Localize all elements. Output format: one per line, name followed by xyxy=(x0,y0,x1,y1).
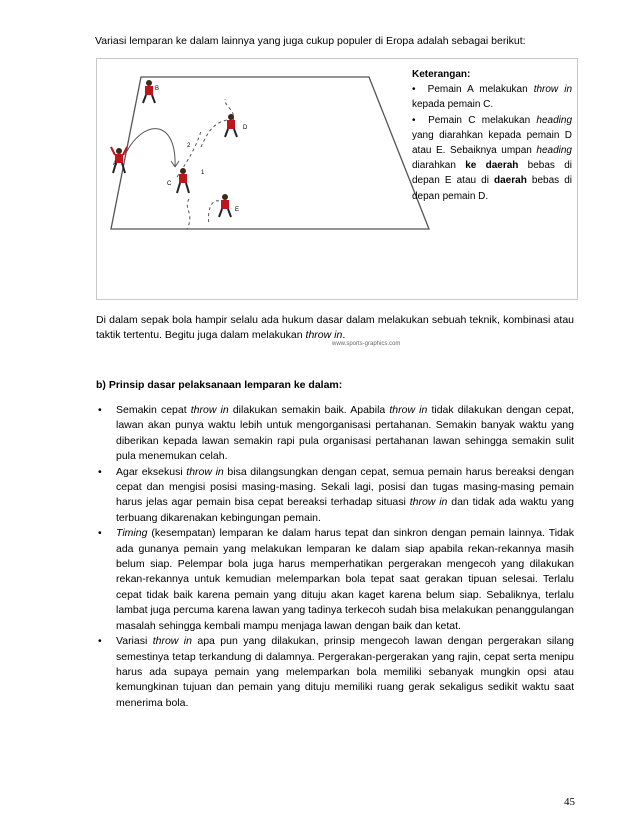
keterangan-item-1: • Pemain A melakukan throw in kepada pemain C. xyxy=(412,84,573,111)
b4-c: apa pun yang dilakukan, prinsip mengecoh lawan dengan pergerakan silang semestinya tetap terkandung di dalamnya. Pergerakan-pergerakan yang rajin, cepat serta menipu harus ada supaya pemain yang melemparkan bola memiliki sebanyak mungkin opsi atau kemungkinan tujuan dan pemain yang dituju memiliki ruang gerak sekaligus sedikit waktu saat menerima bola. xyxy=(116,635,574,709)
label-c: C xyxy=(167,181,172,187)
paragraph-hukum-dasar xyxy=(96,313,574,344)
list-item xyxy=(96,403,574,465)
ket2-h: daerah xyxy=(494,175,527,187)
b1-a: Semakin cepat xyxy=(116,404,191,416)
b1-d: throw in xyxy=(389,404,428,416)
keterangan-box xyxy=(412,67,572,204)
b1-c: dilakukan semakin baik. Apabila xyxy=(228,404,390,416)
label-b: B xyxy=(155,86,160,92)
field-outline xyxy=(111,77,429,229)
b4-b: throw in xyxy=(152,635,192,648)
b2-c: bisa dilangsungkan dengan cepat, semua pemain harus bereaksi dengan cepat dan mengisi posisi masing-masing. Sekali lagi, posisi dan tugas masing-masing pemain harus jelas agar pemain bisa cepat bereaksi terhadap situasi xyxy=(116,465,575,509)
para1-a: Di dalam sepak bola hampir selalu ada hukum dasar dalam melakukan sebuah teknik, kombinasi atau taktik tertentu. Begitu juga dalam melakukan xyxy=(96,314,574,342)
ket1-c: kepada pemain C. xyxy=(412,99,494,111)
list-item xyxy=(96,634,574,711)
label-e: E xyxy=(235,207,240,213)
ket2-i: bebas di depan pemain D. xyxy=(412,175,572,202)
b2-b: throw in xyxy=(186,465,224,478)
section-b-heading: b) Prinsip dasar pelaksanaan lemparan ke dalam: xyxy=(96,379,343,391)
label-a: A xyxy=(113,161,118,167)
list-item xyxy=(96,465,574,527)
ket2-b: heading xyxy=(536,114,573,126)
b2-d: throw in xyxy=(409,496,448,509)
ket2-f: ke daerah xyxy=(465,160,519,172)
keterangan-title: Keterangan: xyxy=(412,69,471,80)
label-1: 1 xyxy=(201,170,205,176)
b3-b: (kesempatan) lemparan ke dalam harus tepat dan sinkron dengan pemain lainnya. Tidak ada gunanya pemain yang melakukan lemparan ke dalam siap apabila rekan-rekannya masih belum siap. Pelempar bola juga harus memperhatikan pergerakan mengecoh yang dilakukan rekan-rekannya untuk kemudian melemparkan bola tepat saat gerakan tipuan selesai. Terlalu cepat tidak baik karena pemain yang dituju akan kaget karena belum siap. Sebaliknya, terlalu lambat juga percuma karena lawan yang tadinya terkecoh sudah bisa melakukan penanggulangan masalah sehingga kembali mampu menjaga lawan dengan baik dan ketat. xyxy=(116,527,574,632)
b2-e: dan tidak ada waktu yang terbuang dikarenakan kebingungan pemain. xyxy=(116,496,574,524)
b2-a: Agar eksekusi xyxy=(116,465,187,478)
ket2-c: yang diarahkan kepada pemain D atau E. Sebaiknya umpan xyxy=(412,129,572,157)
keterangan-item-2: • Pemain C melakukan heading yang diarahkan kepada pemain D atau E. Sebaiknya umpan heading diarahkan ke daerah bebas di depan E atau di daerah bebas di depan pemain D. xyxy=(412,114,573,202)
b4-a: Variasi xyxy=(116,635,153,648)
principles-list xyxy=(96,403,574,711)
ket1-a: Pemain A melakukan xyxy=(427,84,534,96)
ket2-g: bebas di depan E atau di xyxy=(412,160,572,187)
b1-e: tidak dilakukan dengan cepat, lawan akan punya waktu lebih untuk mengorganisasi pertahanan. Semakin banyak waktu yang diberikan kepada lawan semakin rapi pula organisasi pertahanan lawan sehingga semakin sulit pula menemukan celah. xyxy=(116,404,574,463)
list-item xyxy=(96,526,574,634)
label-d: D xyxy=(243,125,248,131)
ket1-b: throw in xyxy=(533,84,573,96)
b1-b: throw in xyxy=(190,404,229,416)
page-number: 45 xyxy=(564,796,575,808)
b3-a: Timing xyxy=(116,527,148,540)
ket2-a: Pemain C melakukan xyxy=(428,114,537,126)
para1-b: throw in xyxy=(305,329,343,342)
label-2: 2 xyxy=(187,143,191,149)
ket2-e: diarahkan xyxy=(412,160,466,172)
ket2-d: heading xyxy=(536,145,572,157)
intro-text: Variasi lemparan ke dalam lainnya yang juga cukup populer di Eropa adalah sebagai berikut: xyxy=(95,35,526,47)
figure-credit: www.sports-graphics.com xyxy=(332,341,401,347)
para1-c: . xyxy=(342,329,346,342)
